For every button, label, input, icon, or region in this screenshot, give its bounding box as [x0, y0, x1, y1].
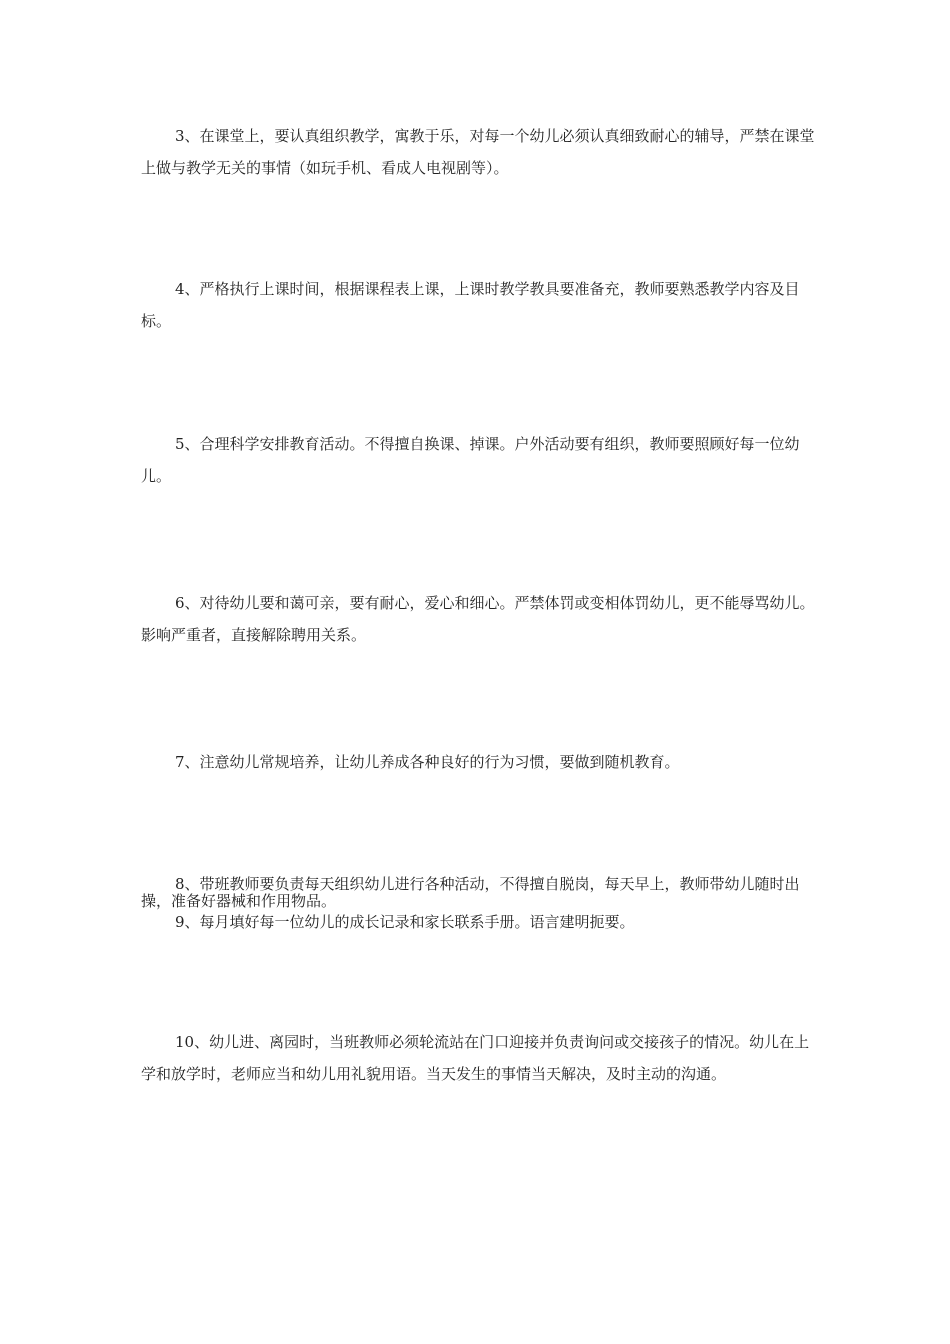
paragraph-9: 9、每月填好每一位幼儿的成长记录和家长联系手册。语言建明扼要。 [175, 913, 635, 931]
paragraph-8: 8、带班教师要负责每天组织幼儿进行各种活动，不得擅自脱岗，每天早上，教师带幼儿随时出操，准备好器械和作用物品。 [141, 875, 800, 910]
paragraph-4: 4、严格执行上课时间，根据课程表上课，上课时教学教具要准备充，教师要熟悉教学内容及目标。 [141, 280, 800, 330]
paragraph-3: 3、在课堂上，要认真组织教学，寓教于乐，对每一个幼儿必须认真细致耐心的辅导，严禁在课堂上做与教学无关的事情（如玩手机、看成人电视剧等）。 [141, 127, 815, 177]
paragraph-6: 6、对待幼儿要和蔼可亲，要有耐心，爱心和细心。严禁体罚或变相体罚幼儿，更不能辱骂幼儿。影响严重者，直接解除聘用关系。 [141, 594, 815, 644]
paragraph-5: 5、合理科学安排教育活动。不得擅自换课、掉课。户外活动要有组织，教师要照顾好每一位幼儿。 [141, 435, 800, 485]
paragraph-10: 10、幼儿进、离园时，当班教师必须轮流站在门口迎接并负责询问或交接孩子的情况。幼儿在上学和放学时，老师应当和幼儿用礼貌用语。当天发生的事情当天解决，及时主动的沟通。 [141, 1033, 810, 1083]
paragraph-7: 7、注意幼儿常规培养，让幼儿养成各种良好的行为习惯，要做到随机教育。 [175, 753, 680, 771]
